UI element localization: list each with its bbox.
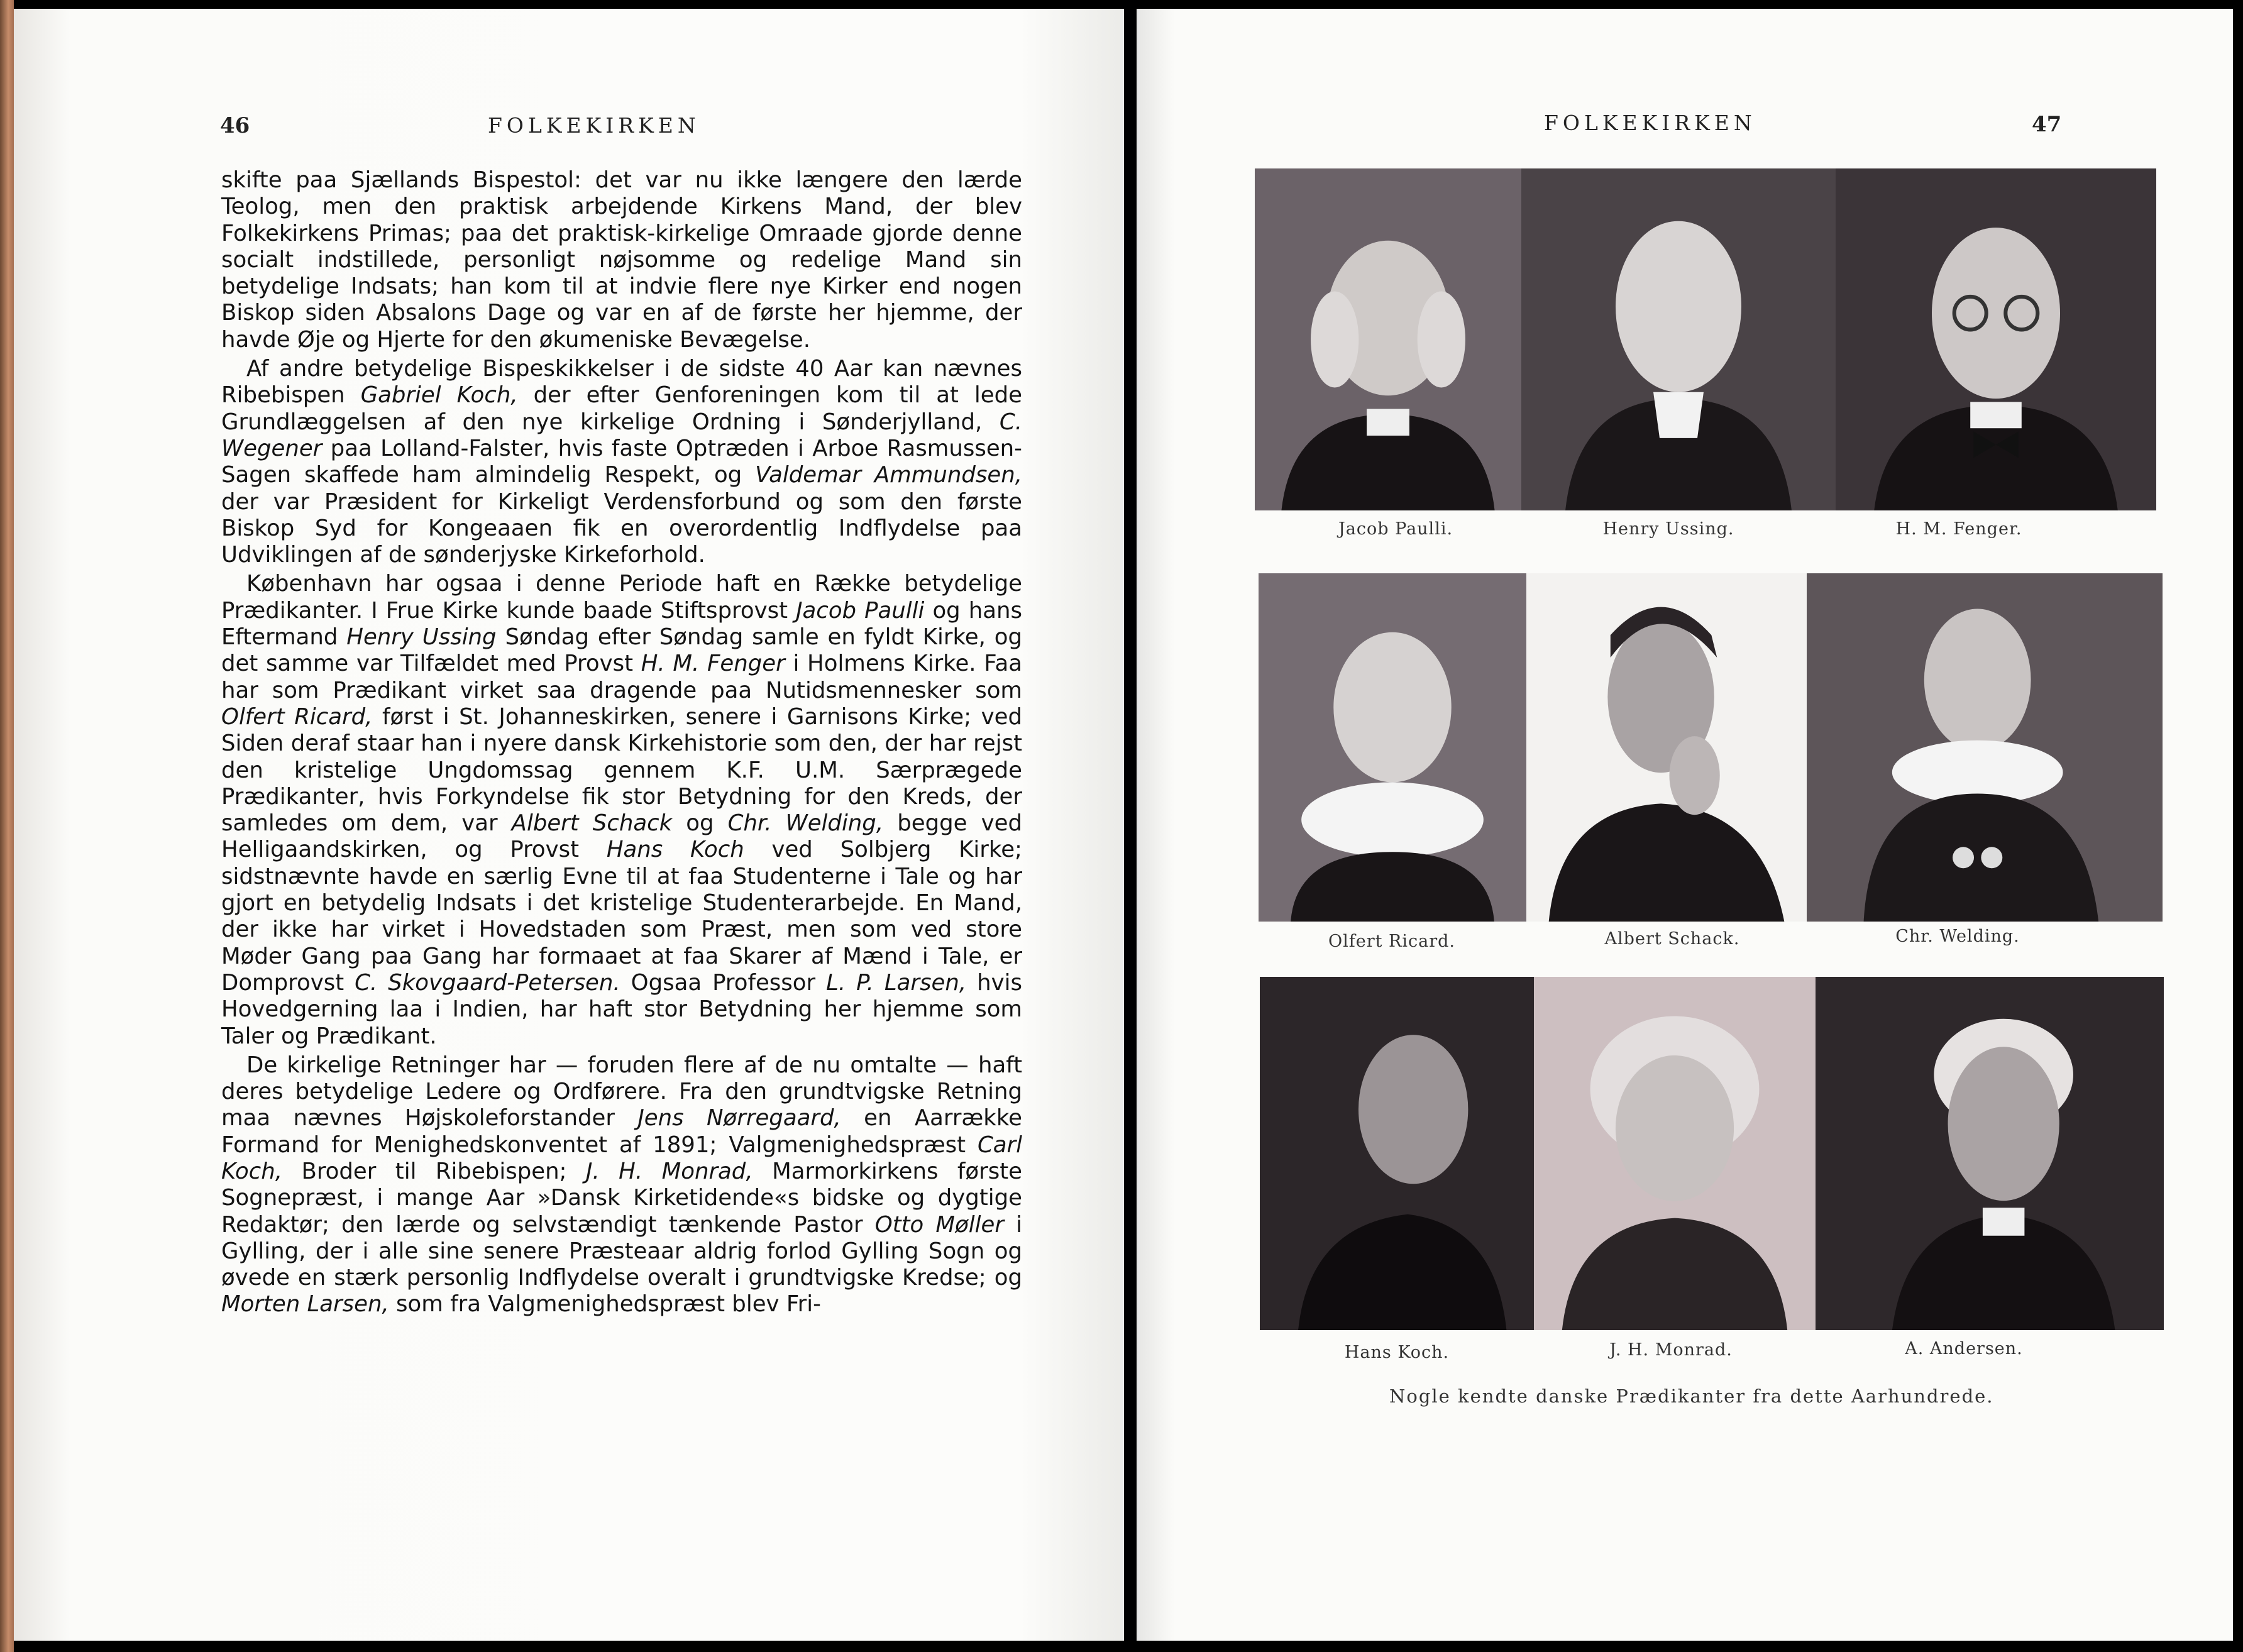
italic-name: Otto Møller: [874, 1211, 1004, 1238]
caption-h-m-fenger: H. M. Fenger.: [1895, 519, 2022, 539]
text-run: der efter Genforeningen kom til at lede Grundlæggelsen af den nye kirkelige Ordning i Sønderjylland,: [221, 382, 1022, 435]
portrait-elderly-man-side-whiskers-icon: [1255, 168, 1521, 510]
text-run: der var Præsident for Kirkeligt Verdensforbund og som den første Biskop Syd for Kongeaaen fik en overordentlig Indflydelse paa Udviklingen af de sønderjyske Kirkeforhold.: [221, 488, 1022, 568]
portrait-row-3: [1260, 977, 2164, 1330]
italic-name: Olfert Ricard,: [221, 703, 373, 730]
portrait-h-m-fenger: [1836, 168, 2156, 510]
text-run: paa Lolland-Falster, hvis faste Optræden i Arboe Rasmussen-Sagen skaffede ham almindelig Respekt, og: [221, 435, 1022, 488]
caption-j-h-monrad: J. H. Monrad.: [1609, 1340, 1733, 1360]
portrait-olfert-ricard: [1259, 573, 1526, 922]
caption-jacob-paulli: Jacob Paulli.: [1338, 519, 1453, 539]
body-paragraph: [221, 571, 1022, 1049]
italic-name: C. Wegener: [221, 409, 1022, 461]
portrait-man-profile-dark-icon: [1260, 977, 1534, 1330]
italic-name: C. Skovgaard-Petersen.: [355, 969, 620, 996]
text-run: De kirkelige Retninger har — foruden flere af de nu omtalte — haft deres betydelige Ledere og Ordførere. Fra den grundtvigske Retning maa nævnes Højskoleforstander: [221, 1052, 1022, 1132]
portrait-albert-schack: [1526, 573, 1807, 922]
text-run: først i St. Johanneskirken, senere i Garnisons Kirke; ved Siden deraf staar han i nyere dansk Kirkehistorie som den, der har rejst den kristelige Ungdomssag gennem K.F. U.M. Særprægede Prædikanter, hvis Forkyndelse fik stor Betydning for den Kreds, der samledes om dem, var: [221, 703, 1022, 837]
text-run: i Holmens Kirke. Faa har som Prædikant virket saa dragende paa Nutidsmennesker som: [221, 651, 1022, 703]
caption-chr-welding: Chr. Welding.: [1895, 927, 2020, 946]
portrait-man-glasses-bowtie-icon: [1836, 168, 2156, 510]
text-run: og: [672, 810, 728, 837]
portrait-white-haired-man-icon: [1816, 977, 2164, 1330]
italic-name: Albert Schack: [511, 810, 673, 837]
text-run: Marmorkirkens første Sognepræst, i mange Aar »Dansk Kirketidende«s bidske og dygtige Redaktør; den lærde og selvstændigt tænkende Pastor: [221, 1158, 1022, 1238]
text-run: hvis Hovedgerning laa i Indien, har haft stor Betydning her hjemme som Taler og Prædikant.: [221, 969, 1023, 1049]
italic-name: Jens Nørregaard,: [637, 1105, 841, 1132]
italic-name: Chr. Welding,: [727, 810, 884, 837]
caption-olfert-ricard: Olfert Ricard.: [1328, 932, 1456, 951]
text-run: som fra Valgmenighedspræst blev Fri-: [389, 1291, 821, 1318]
italic-name: Gabriel Koch,: [360, 382, 518, 409]
portrait-chr-welding: [1807, 573, 2163, 922]
portrait-jacob-paulli: [1255, 168, 1521, 510]
collective-caption: Nogle kendte danske Prædikanter fra dette Aarhundrede.: [1389, 1385, 1994, 1407]
portrait-row-2: [1259, 573, 2163, 922]
left-running-head: FOLKEKIRKEN: [488, 113, 700, 138]
portrait-row-1: [1255, 168, 2156, 510]
caption-albert-schack: Albert Schack.: [1604, 929, 1740, 949]
body-paragraph: [221, 167, 1022, 353]
italic-name: L. P. Larsen,: [826, 969, 967, 996]
portrait-j-h-monrad: [1534, 977, 1816, 1330]
italic-name: Valdemar Ammundsen,: [755, 462, 1023, 488]
text-run: Ogsaa Professor: [620, 969, 827, 996]
italic-name: Jacob Paulli: [796, 597, 925, 624]
text-run: og hans Eftermand: [221, 597, 1023, 651]
left-page: [14, 9, 1124, 1641]
caption-hans-koch: Hans Koch.: [1344, 1343, 1450, 1362]
portrait-curly-hair-man-icon: [1534, 977, 1816, 1330]
italic-name: Morten Larsen,: [221, 1291, 389, 1318]
text-run: København har ogsaa i denne Periode haft en Række betydelige Prædikanter. I Frue Kirke kunde baade Stiftsprovst: [221, 571, 1022, 624]
text-run: Søndag efter Søndag samle en fyldt Kirke, og det samme var Tilfældet med Provst: [221, 624, 1023, 677]
caption-a-andersen: A. Andersen.: [1905, 1339, 2023, 1358]
italic-name: Hans Koch: [606, 837, 744, 863]
body-paragraph: [221, 1052, 1022, 1318]
text-run: Af andre betydelige Bispeskikkelser i de sidste 40 Aar kan nævnes Ribebispen: [221, 356, 1022, 409]
right-page-number: 47: [2032, 112, 2062, 137]
portrait-a-andersen: [1816, 977, 2164, 1330]
portrait-henry-ussing: [1521, 168, 1836, 510]
portrait-hans-koch: [1260, 977, 1534, 1330]
left-page-body-text: [221, 167, 1022, 1321]
right-running-head: FOLKEKIRKEN: [1544, 111, 1756, 135]
italic-name: Henry Ussing: [346, 624, 497, 651]
italic-name: J. H. Monrad,: [585, 1158, 753, 1184]
caption-henry-ussing: Henry Ussing.: [1602, 519, 1734, 539]
italic-name: Carl Koch,: [221, 1132, 1022, 1184]
text-run: i Gylling, der i alle sine senere Præsteaar aldrig forlod Gylling Sogn og øvede en stærk personlig Indflydelse overalt i grundtvigske Kredse; og: [221, 1211, 1022, 1291]
body-paragraph: [221, 356, 1022, 568]
portrait-man-hand-on-chin-icon: [1526, 573, 1807, 922]
portrait-man-ruff-medals-profile-icon: [1807, 573, 2163, 922]
portrait-man-ruff-collar-icon: [1259, 573, 1526, 922]
portrait-bald-man-white-collar-icon: [1521, 168, 1836, 510]
text-run: Broder til Ribebispen;: [282, 1158, 586, 1184]
book-spine-edge: [0, 0, 14, 1652]
text-run: en Aarrække Formand for Menighedskonventet af 1891; Valgmenighedspræst: [221, 1105, 1022, 1158]
text-run: skifte paa Sjællands Bispestol: det var nu ikke længere den lærde Teolog, men den praktisk arbejdende Kirkens Mand, der blev Folkekirkens Primas; paa det praktisk-kirkelige Omraade gjorde denne socialt indstillede, personligt nøjsomme og redelige Mand sin betydelige Indsats; han kom til at indvie flere nye Kirker end nogen Biskop siden Absalons Dage og var en af de første her hjemme, der havde Øje og Hjerte for den økumeniske Bevægelse.: [221, 167, 1022, 353]
left-page-number: 46: [220, 113, 250, 138]
text-run: ved Solbjerg Kirke; sidstnævnte havde en særlig Evne til at faa Studenterne i Tale og har gjort en betydelig Indsats i det kristelige Studenterarbejde. En Mand, der ikke har virket i Hovedstaden som Præst, men som ved store Møder Gang paa Gang har formaaet at faa Skarer af Mænd i Tale, er Domprovst: [221, 837, 1022, 996]
text-run: begge ved Helligaandskirken, og Provst: [221, 810, 1022, 863]
italic-name: H. M. Fenger: [641, 651, 785, 677]
